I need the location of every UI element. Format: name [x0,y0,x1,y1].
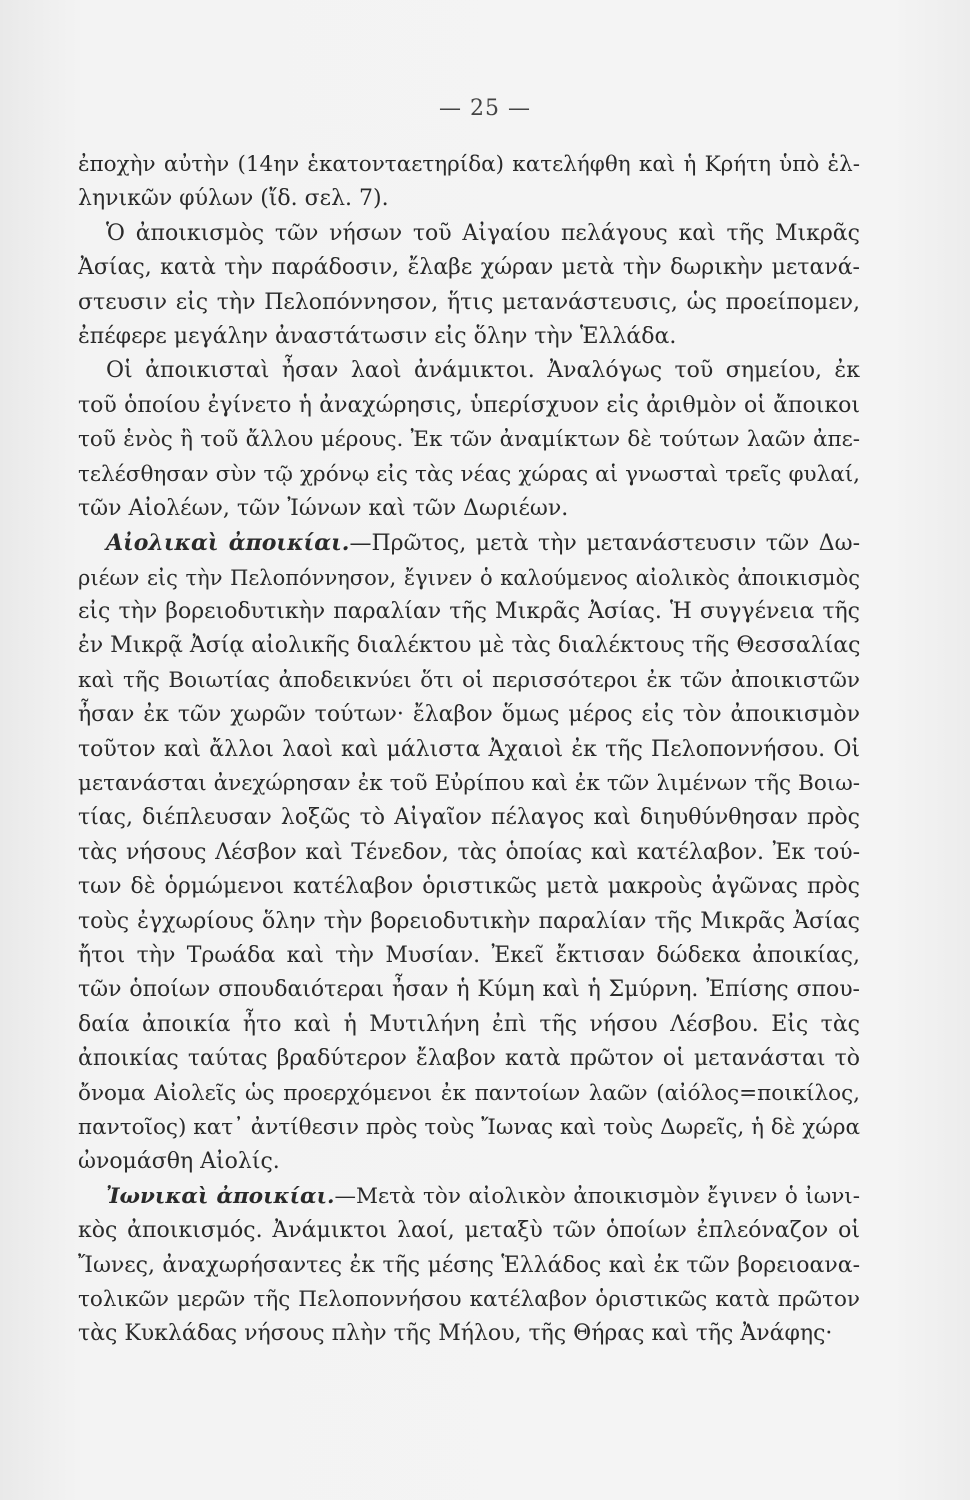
text-line [78,389,860,423]
text-line [78,1111,860,1145]
text-line [78,320,860,354]
text-line [78,492,860,526]
line-text: ἦσαν ἐκ τῶν χωρῶν τούτων· ἔλαβον ὅμως μέρος εἰς τὸν ἀποικισμὸν [78,702,860,728]
line-text: —Μετὰ τὸν αἰολικὸν ἀποικισμὸν ἔγινεν ὁ ἰωνι- [334,1183,860,1209]
line-text: ἤτοι τὴν Τρωάδα καὶ τὴν Μυσίαν. Ἐκεῖ ἔκτισαν δώδεκα ἀποικίας, [78,942,860,968]
text-line [78,1317,860,1351]
line-text: εἰς τὴν βορειοδυτικὴν παραλίαν τῆς Μικρᾶς Ἀσίας. Ἡ συγγένεια τῆς [78,599,860,625]
body-text [78,148,860,1352]
text-line [78,561,860,595]
line-text: τῶν ὁποίων σπουδαιότεραι ἦσαν ἡ Κύμη καὶ ἡ Σμύρνη. Ἐπίσης σπου- [78,977,860,1003]
line-text: μετανάσται ἀνεχώρησαν ἐκ τοῦ Εὐρίπου καὶ ἐκ τῶν λιμένων τῆς Βοιω- [78,771,860,797]
text-line [78,767,860,801]
line-text: τίας, διέπλευσαν λοξῶς τὸ Αἰγαῖον πέλαγος καὶ διηυθύνθησαν πρὸς [78,805,860,831]
text-line [78,939,860,973]
text-line [78,1214,860,1248]
text-line [78,1077,860,1111]
line-text: Οἱ ἀποικισταὶ ἦσαν λαοὶ ἀνάμικτοι. Ἀναλόγως τοῦ σημείου, ἐκ [106,358,860,384]
page-number: — 25 — [439,96,531,121]
line-text: —Πρῶτος, μετὰ τὴν μετανάστευσιν τῶν Δω- [349,531,860,557]
text-line [78,836,860,870]
line-text: ἐν Μικρᾷ Ἀσίᾳ αἰολικῆς διαλέκτου μὲ τὰς διαλέκτους τῆς Θεσσαλίας [78,633,860,659]
line-text: Ἀσίας, κατὰ τὴν παράδοσιν, ἔλαβε χώραν μετὰ τὴν δωρικὴν μετανά- [78,255,860,281]
text-line [78,801,860,835]
text-line [78,148,860,182]
text-line [78,973,860,1007]
line-text: Ἴωνες, ἀναχωρήσαντες ἐκ τῆς μέσης Ἑλλάδος καὶ ἐκ τῶν βορειοανα- [78,1252,860,1278]
line-text: παντοῖος) κατ᾿ ἀντίθεσιν πρὸς τοὺς Ἴωνας καὶ τοὺς Δωρεῖς, ἡ δὲ χώρα [78,1114,860,1140]
text-line [78,664,860,698]
line-text: ὄνομα Αἰολεῖς ὡς προερχόμενοι ἐκ παντοίων λαῶν (αἰόλος=ποικίλος, [78,1080,860,1106]
line-text: των δὲ ὁρμώμενοι κατέλαβον ὁριστικῶς μετὰ μακροὺς ἀγῶνας πρὸς [78,874,860,900]
text-line [78,286,860,320]
line-text: ριέων εἰς τὴν Πελοπόννησον, ἔγινεν ὁ καλούμενος αἰολικὸς ἀποικισμὸς [78,565,860,590]
text-line [78,698,860,732]
text-line [78,251,860,285]
text-line [78,354,860,388]
line-text: τοῦ ὁποίου ἐγίνετο ἡ ἀναχώρησις, ὑπερίσχυον εἰς ἀριθμὸν οἱ ἄποικοι [78,392,860,418]
text-line [78,182,860,216]
line-text: Ὁ ἀποικισμὸς τῶν νήσων τοῦ Αἰγαίου πελάγους καὶ τῆς Μικρᾶς [106,220,860,246]
line-text: στευσιν εἰς τὴν Πελοπόννησον, ἥτις μετανάστευσις, ὡς προείπομεν, [78,289,860,315]
line-text: τοὺς ἐγχωρίους ὅλην τὴν βορειοδυτικὴν παραλίαν τῆς Μικρᾶς Ἀσίας [78,908,860,934]
line-text: τοῦτον καὶ ἄλλοι λαοὶ καὶ μάλιστα Ἀχαιοὶ ἐκ τῆς Πελοποννήσου. Οἱ [78,736,860,762]
line-text: τὰς νήσους Λέσβον καὶ Τένεδον, τὰς ὁποίας καὶ κατέλαβον. Ἐκ τού- [78,839,860,865]
text-line [78,905,860,939]
section-heading: Αἰολικαὶ ἀποικίαι. [106,530,350,557]
line-text: δαία ἀποικία ἦτο καὶ ἡ Μυτιλήνη ἐπὶ τῆς νήσου Λέσβου. Εἰς τὰς [78,1011,860,1037]
line-text: ληνικῶν φύλων (ἴδ. σελ. 7). [78,186,389,212]
line-text: τῶν Αἰολέων, τῶν Ἰώνων καὶ τῶν Δωριέων. [78,495,569,521]
text-line [78,1180,860,1214]
line-text: καὶ τῆς Βοιωτίας ἀποδεικνύει ὅτι οἱ περισσότεροι ἐκ τῶν ἀποικιστῶν [78,667,860,693]
text-line [78,733,860,767]
text-line [78,1042,860,1076]
line-text: τελέσθησαν σὺν τῷ χρόνῳ εἰς τὰς νέας χώρας αἱ γνωσταὶ τρεῖς φυλαί, [78,461,860,487]
text-line [78,1145,860,1179]
line-text: ἐπέφερε μεγάλην ἀναστάτωσιν εἰς ὅλην τὴν Ἑλλάδα. [78,323,677,349]
line-text: ὠνομάσθη Αἰολίς. [78,1149,280,1175]
text-line [78,870,860,904]
text-line [78,526,860,560]
text-line [78,423,860,457]
line-text: ἀποικίας ταύτας βραδύτερον ἔλαβον κατὰ πρῶτον οἱ μετανάσται τὸ [78,1046,860,1072]
line-text: ἐποχὴν αὐτὴν (14ην ἑκατονταετηρίδα) κατελήφθη καὶ ἡ Κρήτη ὑπὸ ἑλ- [78,152,860,177]
section-heading: Ἰωνικαὶ ἀποικίαι. [106,1183,335,1209]
text-line [78,217,860,251]
line-text: τολικῶν μερῶν τῆς Πελοποννήσου κατέλαβον ὁριστικῶς κατὰ πρῶτον [78,1286,860,1312]
line-text: τὰς Κυκλάδας νήσους πλὴν τῆς Μήλου, τῆς Θήρας καὶ τῆς Ἀνάφης· [78,1321,833,1347]
text-line [78,1283,860,1317]
text-line [78,1008,860,1042]
text-line [78,458,860,492]
line-text: κὸς ἀποικισμός. Ἀνάμικτοι λαοί, μεταξὺ τῶν ὁποίων ἐπλεόναζον οἱ [78,1218,860,1244]
text-line [78,629,860,663]
text-line [78,595,860,629]
text-line [78,1249,860,1283]
line-text: τοῦ ἑνὸς ἢ τοῦ ἄλλου μέρους. Ἐκ τῶν ἀναμίκτων δὲ τούτων λαῶν ἀπε- [78,427,860,453]
